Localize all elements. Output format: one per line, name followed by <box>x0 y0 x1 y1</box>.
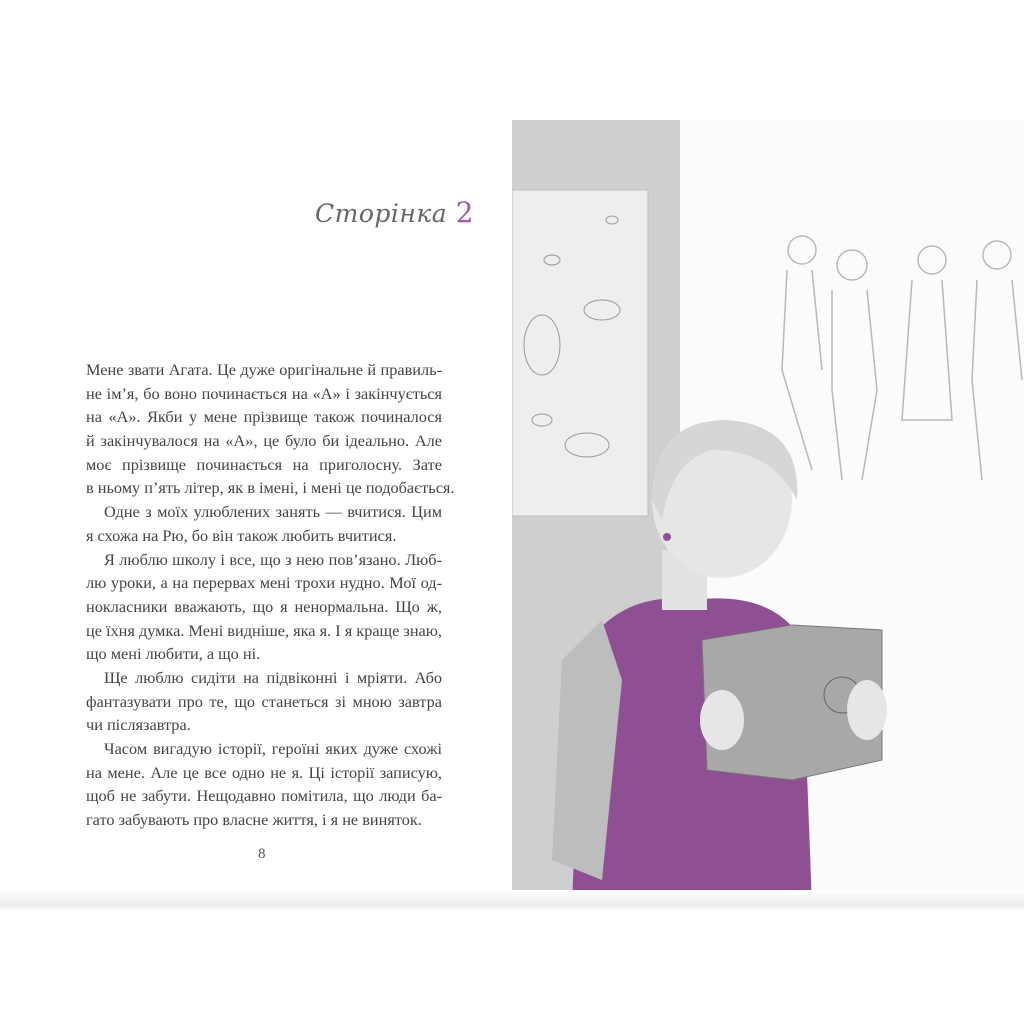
text-line: чи післязавтра. <box>86 715 191 735</box>
text-line: Мене звати Агата. Це дуже оригінальне й правиль- <box>86 360 442 379</box>
page-number: 8 <box>258 846 266 862</box>
text-line: Я люблю школу і все, що з нею пов’язано. Люб- <box>104 549 442 569</box>
earring <box>663 533 671 541</box>
text-line: на «А». Якби у мене прізвище також починалося <box>86 407 442 427</box>
text-line: нокласники вважають, що я ненормальна. Що ж, <box>86 596 442 616</box>
illustration-girl-reading <box>512 120 1024 906</box>
chapter-title <box>315 196 474 229</box>
text-line: на мене. Але це все одно не я. Ці історії записую, <box>86 762 442 782</box>
text-line: в ньому п’ять літер, як в імені, і мені це подобається. <box>86 478 455 498</box>
text-line: щоб не забути. Нещодавно помітила, що люди ба- <box>86 786 442 806</box>
text-line: моє прізвище починається на приголосну. Зате <box>86 454 442 474</box>
text-line: Часом вигадую історії, героїні яких дуже схожі <box>104 739 442 758</box>
text-line: Ще люблю сидіти на підвіконні і мріяти. Або <box>104 667 442 687</box>
chapter-number: 2 <box>455 196 474 229</box>
text-line: фантазувати про те, що станеться зі мною завтра <box>86 691 442 711</box>
text-line: я схожа на Рю, бо він також любить вчитися. <box>86 525 397 545</box>
text-line: це їхня думка. Мені видніше, яка я. І я краще знаю, <box>86 620 442 640</box>
text-line: не ім’я, бо воно починається на «А» і закінчується <box>86 383 442 403</box>
text-line: що мені любити, а що ні. <box>86 644 261 664</box>
text-line: й закінчувалося на «А», це було би ідеально. Але <box>86 431 442 451</box>
body-text <box>86 358 455 832</box>
text-line: лю уроки, а на перервах мені трохи нудно. Мої од- <box>86 573 442 593</box>
bird-poster <box>512 190 648 516</box>
text-line: Одне з моїх улюблених занять — вчитися. Цим <box>104 502 442 522</box>
page-bottom-shadow <box>0 890 1024 912</box>
text-line: гато забувають про власне життя, і я не виняток. <box>86 810 422 830</box>
chapter-title-word: Сторінка <box>315 199 448 228</box>
